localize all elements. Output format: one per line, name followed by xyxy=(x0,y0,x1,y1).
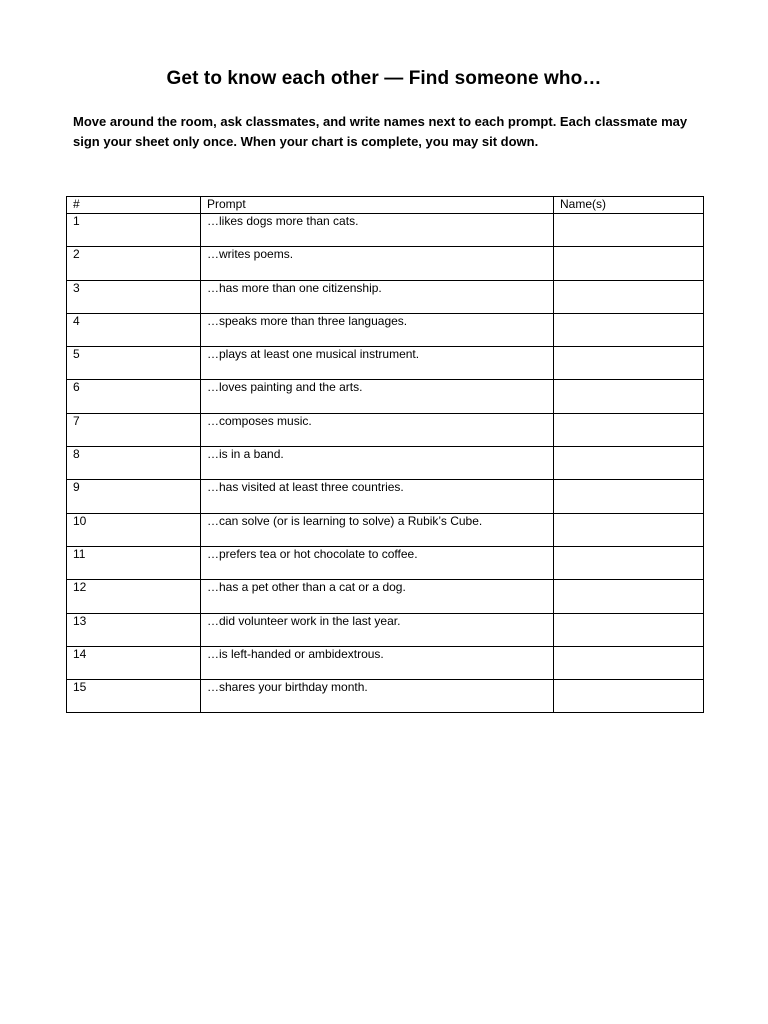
row-number: 7 xyxy=(67,413,201,446)
table-row xyxy=(67,646,704,679)
header-number: # xyxy=(67,197,201,214)
page-title: Get to know each other — Find someone who… xyxy=(166,68,602,89)
row-number: 13 xyxy=(67,613,201,646)
row-prompt: …composes music. xyxy=(201,413,554,446)
row-names-field[interactable] xyxy=(554,580,704,613)
row-number: 9 xyxy=(67,480,201,513)
row-number: 12 xyxy=(67,580,201,613)
row-names-field[interactable] xyxy=(554,613,704,646)
row-prompt: …loves painting and the arts. xyxy=(201,380,554,413)
row-names-field[interactable] xyxy=(554,546,704,579)
row-number: 4 xyxy=(67,313,201,346)
table-header-row xyxy=(67,197,704,214)
row-names-field[interactable] xyxy=(554,247,704,280)
row-names-field[interactable] xyxy=(554,646,704,679)
header-names: Name(s) xyxy=(554,197,704,214)
row-names-field[interactable] xyxy=(554,313,704,346)
row-names-field[interactable] xyxy=(554,214,704,247)
row-prompt: …can solve (or is learning to solve) a Rubik’s Cube. xyxy=(201,513,554,546)
row-names-field[interactable] xyxy=(554,413,704,446)
row-prompt: …plays at least one musical instrument. xyxy=(201,347,554,380)
row-number: 15 xyxy=(67,680,201,713)
row-prompt: …has a pet other than a cat or a dog. xyxy=(201,580,554,613)
row-number: 2 xyxy=(67,247,201,280)
row-names-field[interactable] xyxy=(554,380,704,413)
row-prompt: …shares your birthday month. xyxy=(201,680,554,713)
row-prompt: …is in a band. xyxy=(201,447,554,480)
row-number: 3 xyxy=(67,280,201,313)
row-number: 1 xyxy=(67,214,201,247)
table-row xyxy=(67,280,704,313)
row-prompt: …did volunteer work in the last year. xyxy=(201,613,554,646)
row-names-field[interactable] xyxy=(554,513,704,546)
row-prompt: …speaks more than three languages. xyxy=(201,313,554,346)
row-number: 8 xyxy=(67,447,201,480)
table-row xyxy=(67,580,704,613)
row-prompt: …prefers tea or hot chocolate to coffee. xyxy=(201,546,554,579)
table-row xyxy=(67,546,704,579)
table-row xyxy=(67,313,704,346)
row-number: 5 xyxy=(67,347,201,380)
row-prompt: …has visited at least three countries. xyxy=(201,480,554,513)
table-row xyxy=(67,347,704,380)
row-prompt: …likes dogs more than cats. xyxy=(201,214,554,247)
row-number: 6 xyxy=(67,380,201,413)
row-prompt: …has more than one citizenship. xyxy=(201,280,554,313)
table-row xyxy=(67,613,704,646)
table-row xyxy=(67,513,704,546)
row-prompt: …writes poems. xyxy=(201,247,554,280)
table-row xyxy=(67,214,704,247)
row-names-field[interactable] xyxy=(554,447,704,480)
row-names-field[interactable] xyxy=(554,680,704,713)
table-row xyxy=(67,380,704,413)
row-number: 10 xyxy=(67,513,201,546)
table-row xyxy=(67,480,704,513)
row-names-field[interactable] xyxy=(554,280,704,313)
find-someone-who-table xyxy=(66,196,704,713)
row-names-field[interactable] xyxy=(554,480,704,513)
row-names-field[interactable] xyxy=(554,347,704,380)
table-row xyxy=(67,680,704,713)
row-prompt: …is left-handed or ambidextrous. xyxy=(201,646,554,679)
header-prompt: Prompt xyxy=(201,197,554,214)
table-row xyxy=(67,247,704,280)
row-number: 14 xyxy=(67,646,201,679)
instructions: Move around the room, ask classmates, and write names next to each prompt. Each classmate may sign your sheet only once. When your chart is complete, you may sit down. xyxy=(73,114,688,149)
table-row xyxy=(67,413,704,446)
table-row xyxy=(67,447,704,480)
row-number: 11 xyxy=(67,546,201,579)
